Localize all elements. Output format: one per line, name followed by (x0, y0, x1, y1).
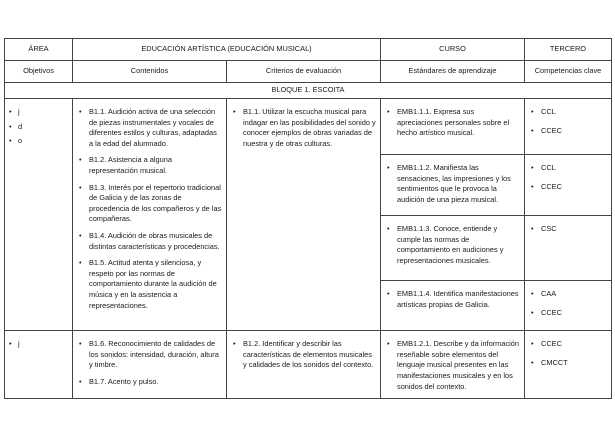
criterios-cell (227, 99, 381, 331)
competencias-cell (525, 216, 612, 281)
list-item: • B1.6. Reconocimiento de calidades de los sonidos: intensidad, duración, altura y timbre. (75, 339, 222, 371)
column-header-row (5, 61, 612, 83)
list-item: • B1.5. Actitud atenta y silenciosa, y respeto por las normas de comportamiento durante la audición de música y en la asistencia a representaciones. (75, 258, 222, 311)
competencias-cell (525, 155, 612, 216)
competencias-cell (525, 99, 612, 155)
curso-header: CURSO (381, 39, 525, 61)
col-objetivos: Objetivos (5, 61, 73, 83)
list-item: • CSC (527, 224, 609, 235)
bloque-title: BLOQUE 1. ESCOITA (5, 83, 612, 99)
list-item: • B1.1. Utilizar la escucha musical para indagar en las posibilidades del sonido y conocer ejemplos de obras variadas de nuestra y de otras culturas. (229, 107, 376, 149)
estandar-cell (381, 331, 525, 398)
estandar-cell (381, 281, 525, 331)
list-item: • CMCCT (527, 358, 609, 369)
competencias-cell (525, 281, 612, 331)
competencias-list (527, 224, 609, 235)
list-item: • B1.7. Acento y pulso. (75, 377, 222, 388)
list-item: • CCEC (527, 126, 609, 137)
estandar-cell (381, 99, 525, 155)
list-item: • B1.4. Audición de obras musicales de distintas características y procedencias. (75, 231, 222, 252)
estandar-list (383, 289, 520, 310)
criterion-row-2 (5, 331, 612, 398)
list-item: • EMB1.1.3. Conoce, entiende y cumple las normas de comportamiento en audiciones y representaciones musicales. (383, 224, 520, 266)
col-estandares: Estándares de aprendizaje (381, 61, 525, 83)
list-item: • o (7, 136, 68, 147)
list-item: • B1.2. Asistencia a alguna representación musical. (75, 155, 222, 176)
contenidos-list (75, 107, 222, 311)
curriculum-table (4, 38, 612, 399)
list-item: • CCEC (527, 308, 609, 319)
list-item: • B1.3. Interés por el repertorio tradicional de Galicia y de las zonas de procedencia de los compañeros y de las compañeras. (75, 183, 222, 225)
col-criterios: Criterios de evaluación (227, 61, 381, 83)
contenidos-list (75, 339, 222, 387)
estandar-list (383, 163, 520, 205)
criterion-row-1 (5, 99, 612, 155)
list-item: • CCL (527, 163, 609, 174)
estandar-list (383, 107, 520, 139)
list-item: • d (7, 122, 68, 133)
list-item: • EMB1.1.2. Manifiesta las sensaciones, las impresiones y los sentimientos que le provoca la audición de una pieza musical. (383, 163, 520, 205)
list-item: • CAA (527, 289, 609, 300)
col-contenidos: Contenidos (73, 61, 227, 83)
competencias-cell (525, 331, 612, 398)
contenidos-cell (73, 99, 227, 331)
objetivos-cell (5, 331, 73, 398)
list-item: • j (7, 107, 68, 118)
competencias-list (527, 339, 609, 368)
list-item: • B1.1. Audición activa de una selección de piezas instrumentales y vocales de diferentes estilos y culturas, adaptadas a la edad del alumnado. (75, 107, 222, 149)
header-row (5, 39, 612, 61)
area-header: ÁREA (5, 39, 73, 61)
list-item: • B1.2. Identificar y describir las características de elementos musicales y calidades de los sonidos del contexto. (229, 339, 376, 371)
list-item: • j (7, 339, 68, 350)
curso-value: TERCERO (525, 39, 612, 61)
estandar-list (383, 224, 520, 266)
estandar-list (383, 339, 520, 392)
competencias-list (527, 289, 609, 318)
bloque-row (5, 83, 612, 99)
competencias-list (527, 107, 609, 136)
criterios-cell (227, 331, 381, 398)
col-competencias: Competencias clave (525, 61, 612, 83)
estandar-cell (381, 155, 525, 216)
list-item: • CCL (527, 107, 609, 118)
estandar-cell (381, 216, 525, 281)
criterios-list (229, 339, 376, 371)
objetivos-list (7, 107, 68, 147)
criterios-list (229, 107, 376, 149)
list-item: • CCEC (527, 182, 609, 193)
contenidos-cell (73, 331, 227, 398)
objetivos-cell (5, 99, 73, 331)
list-item: • CCEC (527, 339, 609, 350)
list-item: • EMB1.2.1. Describe y da información reseñable sobre elementos del lenguaje musical presentes en las manifestaciones musicales y en los sonidos del contexto. (383, 339, 520, 392)
list-item: • EMB1.1.1. Expresa sus apreciaciones personales sobre el hecho artístico musical. (383, 107, 520, 139)
list-item: • EMB1.1.4. Identifica manifestaciones artísticas propias de Galicia. (383, 289, 520, 310)
objetivos-list (7, 339, 68, 350)
subject-header: EDUCACIÓN ARTÍSTICA (EDUCACIÓN MUSICAL) (73, 39, 381, 61)
competencias-list (527, 163, 609, 192)
